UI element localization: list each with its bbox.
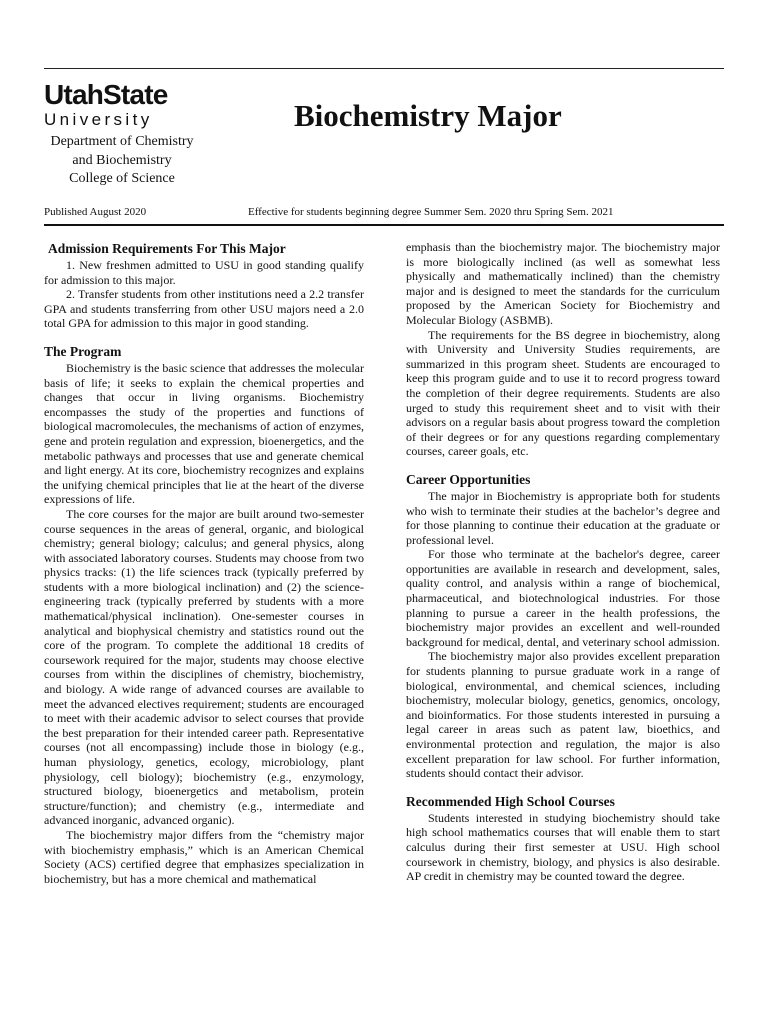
program-paragraph: The core courses for the major are built around two-semester course sequences in the areas of general, organic, and biological chemistry; general biology; calculus; and general physics, along with associated laboratory courses. Students may choose from two physics tracks: (1) the life sciences track (typically preferred by students with a more biological inclination) and (2) the science- engineering track (typically preferred by students with a more mathematical/physical inclination). One-semester courses in analytical and biophysical chemistry and statistics round out the core of the program. To complete the additional 18 credits of coursework required for the major, students may choose elective courses from within the disciplines of chemistry, biochemistry, and biology. A wide range of advanced courses are available to meet the advanced electives requirement; students are encouraged to meet with their academic advisor to select courses that provide the best preparation for their intended career path. Representative courses (not all encompassing) include those in biology (e.g., human physiology, genetics, ecology, microbiology, plant physiology, cell biology); biochemistry (e.g., enzymology, structured biology, bioenergetics and metabolism, protein structure/function); and chemistry (e.g., intermediate and advanced inorganic, advanced organic). bbox=[44, 506, 364, 828]
department-block bbox=[44, 133, 200, 189]
left-column bbox=[44, 240, 364, 886]
program-paragraph: The biochemistry major differs from the “chemistry major with biochemistry emphasis,” which is an American Chemical Society (ACS) certified degree that emphasizes specialization in biochemistry, but has a more chemical and mathematical bbox=[44, 827, 364, 886]
department-line: and Biochemistry bbox=[72, 152, 172, 168]
logo-wordmark: UtahState bbox=[44, 79, 168, 110]
program-continued-paragraph: The requirements for the BS degree in biochemistry, along with University and University Studies requirements, are summarized in this program sheet. Students are encouraged to keep this program guide and to use it to record progress toward the completion of their degree requirements. Students are also urged to study this requirement sheet and to visit with their advisors on a regular basis about progress toward the completion of their degrees or for any questions regarding complementary courses, career goals, etc. bbox=[406, 327, 720, 459]
admission-paragraph: 1. New freshmen admitted to USU in good standing qualify for admission to this major. bbox=[44, 258, 364, 287]
admission-paragraph: 2. Transfer students from other institutions need a 2.2 transfer GPA and students transferring from other USU majors need a 2.0 total GPA for admission to this major in good standing. bbox=[44, 287, 364, 331]
department-line: Department of Chemistry bbox=[50, 134, 194, 149]
program-continued-paragraph: emphasis than the biochemistry major. The biochemistry major is more biologically inclined (as well as somewhat less physically and mathematically inclined) than the chemistry major and is designed to meet the standards for the curriculum proposed by the American Society for Biochemistry and Molecular Biology (ASBMB). bbox=[406, 240, 720, 327]
admission-heading: Admission Requirements For This Major bbox=[48, 241, 286, 256]
highschool-heading: Recommended High School Courses bbox=[406, 793, 615, 809]
usu-logo bbox=[44, 80, 168, 130]
logo-subtitle: University bbox=[44, 110, 153, 129]
header-rule bbox=[44, 224, 724, 226]
college-line: College of Science bbox=[69, 171, 175, 186]
published-date: Published August 2020 bbox=[44, 206, 147, 218]
top-rule bbox=[44, 68, 724, 69]
right-column bbox=[406, 240, 720, 884]
career-paragraph: The biochemistry major also provides excellent preparation for students planning to pursue graduate work in a range of biological, environmental, and chemical sciences, including biochemistry, molecular biology, genetics, genomics, oncology, and bioinformatics. For those students interested in pursuing a legal career in areas such as patent law, bioethics, and environmental protection and regulation, the major is also excellent preparation for law school. For further information, students should contact their advisor. bbox=[406, 649, 720, 781]
effective-dates: Effective for students beginning degree Summer Sem. 2020 thru Spring Sem. 2021 bbox=[248, 206, 614, 218]
program-paragraph: Biochemistry is the basic science that addresses the molecular basis of life; it seeks to explain the chemical properties and changes that occur in living organisms. Biochemistry encompasses the study of the properties and functions of biological macromolecules, the mechanisms of action of enzymes, gene and protein regulation and expression, bioenergetics, and the metabolic pathways and processes that use and generate chemical and light energy. At its core, biochemistry recognizes and explains the unifying chemical principles that lie at the heart of the diverse expressions of life. bbox=[44, 360, 364, 507]
program-heading: The Program bbox=[44, 343, 122, 359]
career-paragraph: For those who terminate at the bachelor's degree, career opportunities are available in research and development, sales, quality control, and analysis within a range of biochemical, pharmaceutical, and biotechnological industries. For those planning to pursue a career in the health professions, the biochemistry major provides an excellent and well-rounded background for medical, dental, and veterinary school admission. bbox=[406, 547, 720, 649]
document-title: Biochemistry Major bbox=[294, 98, 562, 133]
career-heading: Career Opportunities bbox=[406, 471, 531, 487]
highschool-paragraph: Students interested in studying biochemistry should take high school mathematics courses that will enable them to start calculus during their first semester at USU. High school coursework in chemistry, biology, and physics is also desirable. AP credit in chemistry may be counted toward the degree. bbox=[406, 810, 720, 884]
career-paragraph: The major in Biochemistry is appropriate both for students who wish to terminate their studies at the bachelor’s degree and for those planning to continue their education at the graduate or professional level. bbox=[406, 488, 720, 547]
